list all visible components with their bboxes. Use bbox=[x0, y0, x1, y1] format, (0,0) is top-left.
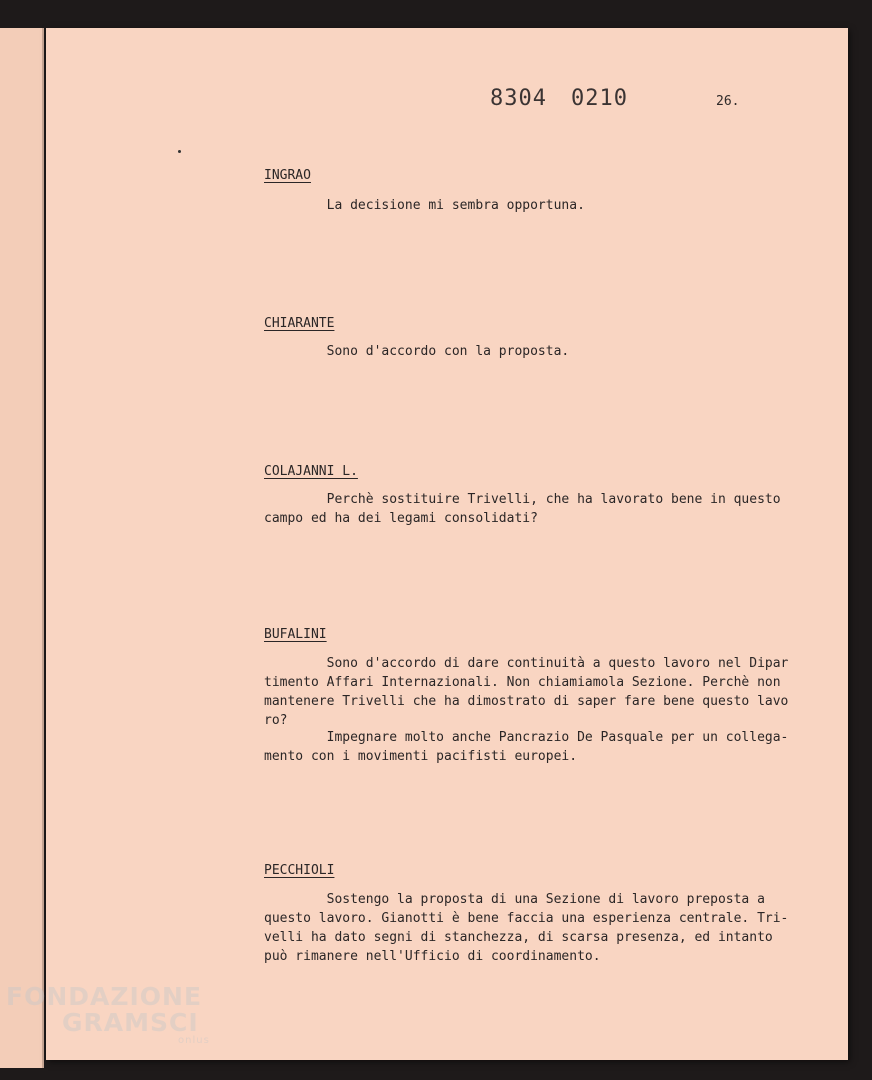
speech-paragraph: Sostengo la proposta di una Sezione di lavoro preposta a questo lavoro. Gianotti è bene faccia una esperienza centrale. Tri- velli ha dato segni di stanchezza, di scarsa presenza, ed intanto può rimanere nell'Ufficio di coordinamento. bbox=[264, 892, 789, 964]
speech-paragraph: Sono d'accordo di dare continuità a questo lavoro nel Dipar timento Affari Internazionali. Non chiamiamola Sezione. Perchè non mantenere Trivelli che ha dimostrato di saper fare bene questo lavo ro? bbox=[264, 656, 789, 728]
speaker-name: COLAJANNI L. bbox=[264, 464, 358, 479]
document-number bbox=[490, 86, 652, 111]
ink-dot bbox=[178, 150, 181, 153]
doc-number-part-1: 8304 bbox=[490, 86, 547, 111]
page-number: 26. bbox=[716, 94, 740, 109]
speaker-name: CHIARANTE bbox=[264, 316, 335, 331]
speech-paragraph: Impegnare molto anche Pancrazio De Pasquale per un collega- mento con i movimenti pacifisti europei. bbox=[264, 730, 789, 764]
document-page bbox=[46, 28, 848, 1060]
speech-paragraph: Perchè sostituire Trivelli, che ha lavorato bene in questo campo ed ha dei legami consolidati? bbox=[264, 492, 781, 526]
speaker-name: INGRAO bbox=[264, 168, 311, 183]
speaker-name: PECCHIOLI bbox=[264, 863, 335, 878]
speech-paragraph: Sono d'accordo con la proposta. bbox=[264, 344, 570, 359]
speaker-name: BUFALINI bbox=[264, 627, 327, 642]
speech-paragraph: La decisione mi sembra opportuna. bbox=[264, 198, 585, 213]
fondazione-gramsci-watermark: FONDAZIONE GRAMSCI onlus bbox=[6, 982, 210, 1046]
previous-page-edge bbox=[0, 28, 44, 1068]
doc-number-part-2: 0210 bbox=[570, 86, 628, 111]
